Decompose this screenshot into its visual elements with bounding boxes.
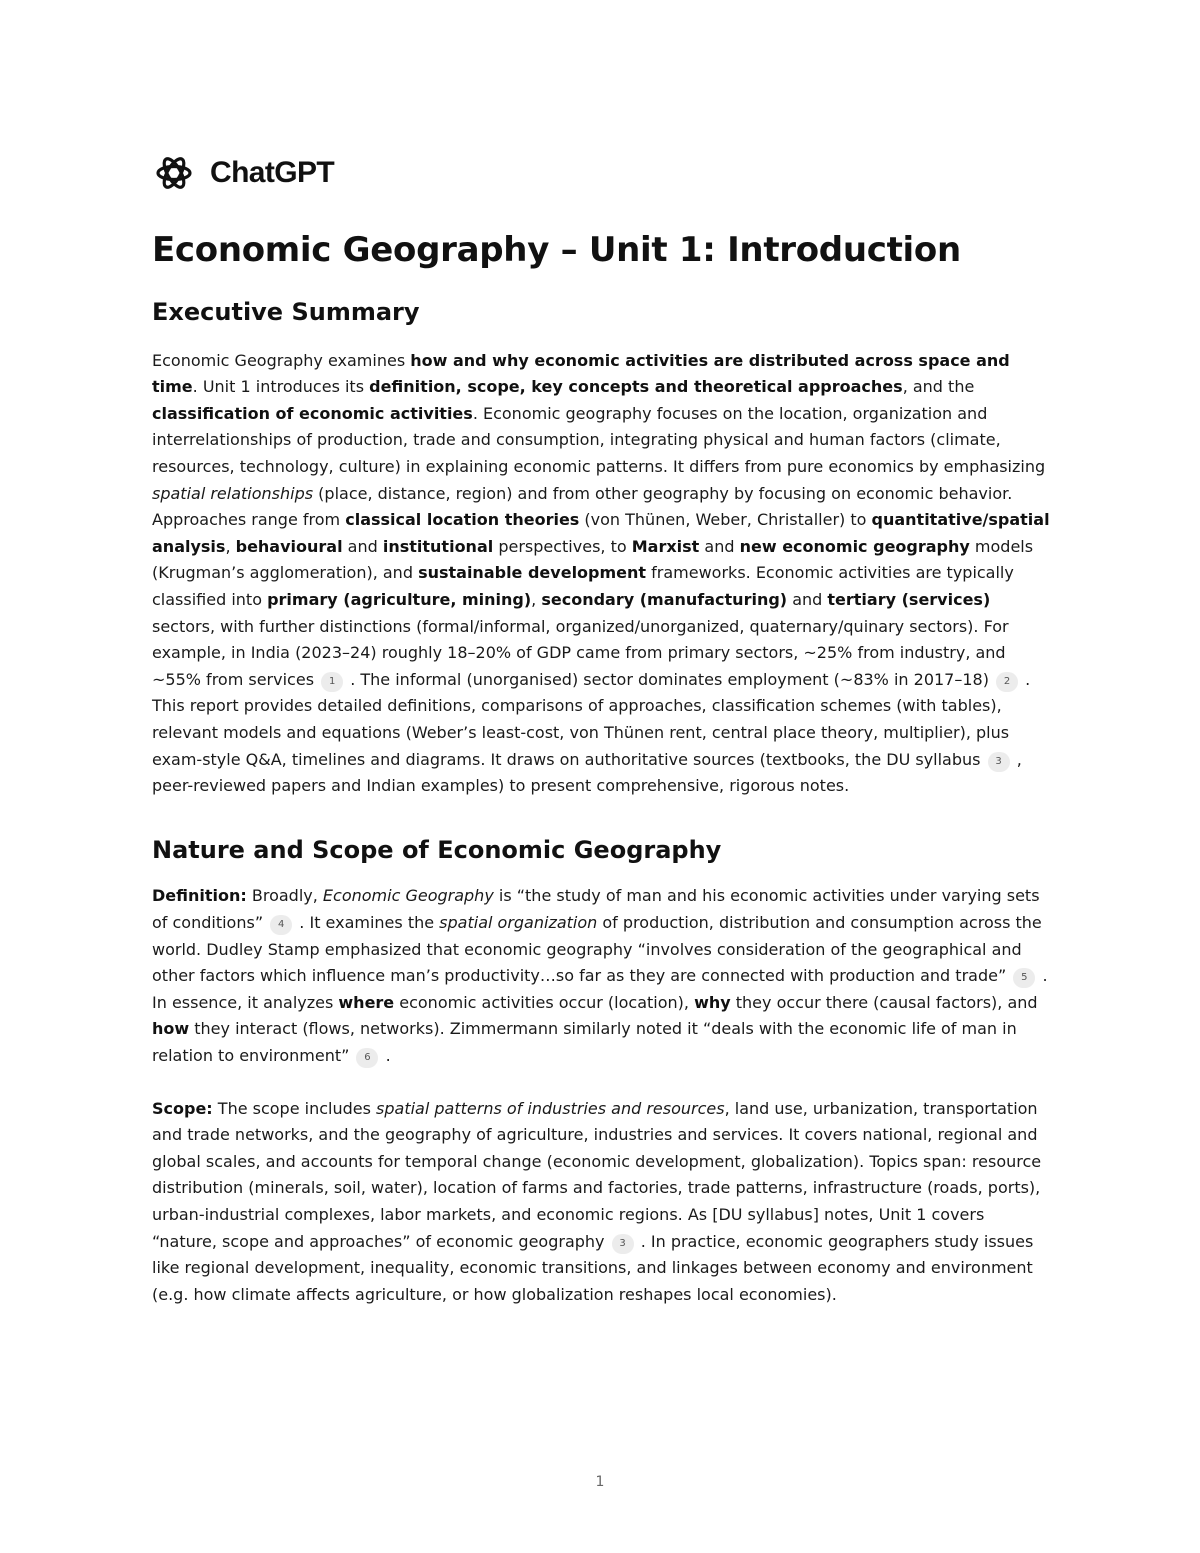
definition-label: Definition: [152,886,247,906]
text-run: , [225,536,236,556]
emphasis-text: primary (agriculture, mining) [267,589,532,609]
italic-text: spatial organization [439,913,598,933]
emphasis-text: quantitative/spatial analysis [152,510,1050,556]
emphasis-text: classification of economic activities [152,403,473,423]
citation-badge[interactable]: 4 [270,915,292,935]
emphasis-text: institutional [382,536,494,556]
emphasis-text: new economic geography [739,536,970,556]
section-heading-executive-summary: Executive Summary [152,297,420,326]
text-run: economic activities occur (location), [394,992,695,1012]
emphasis-text: why [694,992,731,1012]
definition-paragraph [152,883,1052,1069]
text-run: . In essence, it analyzes [152,966,1048,1012]
text-run: models (Krugman’s agglomeration), and [152,536,1034,583]
emphasis-text: how and why economic activities are distributed across space and time [152,350,1010,397]
text-run: , peer-reviewed papers and Indian examples) to present comprehensive, rigorous notes. [152,749,1022,796]
text-run: (place, distance, region) and from other geography by focusing on economic behavior. Approaches range from [152,483,1013,530]
text-run: they occur there (causal factors), and [730,992,1038,1012]
scope-label: Scope: [152,1098,213,1118]
italic-text: spatial patterns of industries and resources [376,1098,725,1118]
text-run: they interact (flows, networks). Zimmermann similarly noted it “deals with the economic life of man in relation to environment” [152,1019,1017,1066]
emphasis-text: sustainable development [418,563,647,583]
text-run: . This report provides detailed definitions, comparisons of approaches, classification schemes (with tables), relevant models and equations (Weber’s least-cost, von Thünen rent, central place theory, multiplier), plus exam-style Q&A, timelines and diagrams. It draws on authoritative sources (textbooks, the DU syllabus [152,669,1031,769]
executive-summary-paragraph [152,348,1052,800]
text-run: and [787,589,828,609]
text-run: , and the [902,377,975,397]
section-heading-nature-scope: Nature and Scope of Economic Geography [152,835,722,864]
text-run: is “the study of man and his economic activities under varying sets of conditions” [152,886,1040,933]
citation-badge[interactable]: 2 [996,672,1018,692]
citation-badge[interactable]: 3 [988,752,1010,772]
text-run: sectors, with further distinctions (formal/informal, organized/unorganized, quaternary/quinary sectors). For example, in India (2023–24) roughly 18–20% of GDP came from primary sectors, ~25% from industry, and ~55% from services [152,616,1009,689]
document-page [152,150,1052,1308]
text-run: , land use, urbanization, transportation and trade networks, and the geography of agriculture, industries and services. It covers national, regional and global scales, and accounts for temporal change (economic development, globalization). Topics span: resource distribution (minerals, soil, water), location of farms and factories, trade patterns, infrastructure (roads, ports), urban-industrial complexes, labor markets, and economic regions. As [DU syllabus] notes, Unit 1 covers “nature, scope and approaches” of economic geography [152,1098,1042,1251]
citation-badge[interactable]: 3 [612,1234,634,1254]
emphasis-text: classical location theories [345,510,580,530]
text-run: frameworks. Economic activities are typically classified into [152,563,1014,609]
emphasis-text: how [152,1019,190,1039]
document-title: Economic Geography – Unit 1: Introduction [152,230,961,270]
text-run: perspectives, to [493,536,632,556]
text-run: , [531,589,542,609]
emphasis-text: behavioural [235,536,343,556]
brand-name: ChatGPT [210,156,335,189]
text-run: . It examines the [299,913,440,933]
citation-badge[interactable]: 6 [356,1048,378,1068]
text-run: and [699,536,740,556]
italic-text: spatial relationships [152,483,314,503]
emphasis-text: definition, scope, key concepts and theoretical approaches [369,377,903,397]
page-number: 1 [595,1474,605,1490]
openai-logo-icon [152,151,196,195]
emphasis-text: tertiary (services) [827,589,991,609]
text-run: . In practice, economic geographers study issues like regional development, inequality, economic transitions, and linkages between economy and environment (e.g. how climate affects agriculture, or how globalization reshapes local economies). [152,1231,1034,1304]
brand-header [152,150,1052,196]
text-run: . Economic geography focuses on the location, organization and interrelationships of production, trade and consumption, integrating physical and human factors (climate, resources, technology, culture) in explaining economic patterns. It differs from pure economics by emphasizing [152,403,1046,476]
scope-paragraph [152,1096,1052,1309]
emphasis-text: where [338,992,395,1012]
text-run: . [385,1046,391,1066]
text-run: Broadly, [246,886,323,906]
text-run: . The informal (unorganised) sector dominates employment (~83% in 2017–18) [350,669,989,689]
text-run: of production, distribution and consumption across the world. Dudley Stamp emphasized that economic geography “involves consideration of the geographical and other factors which influence man’s productivity…so far as they are connected with production and trade” [152,913,1042,986]
citation-badge[interactable]: 5 [1013,968,1035,988]
text-run: The scope includes [212,1098,377,1118]
italic-text: Economic Geography [322,886,494,906]
citation-badge[interactable]: 1 [321,672,343,692]
text-run: and [342,536,383,556]
emphasis-text: secondary (manufacturing) [541,589,788,609]
text-run: (von Thünen, Weber, Christaller) to [579,510,872,530]
text-run: Economic Geography examines [152,350,411,370]
emphasis-text: Marxist [631,536,700,556]
text-run: . Unit 1 introduces its [192,377,370,397]
